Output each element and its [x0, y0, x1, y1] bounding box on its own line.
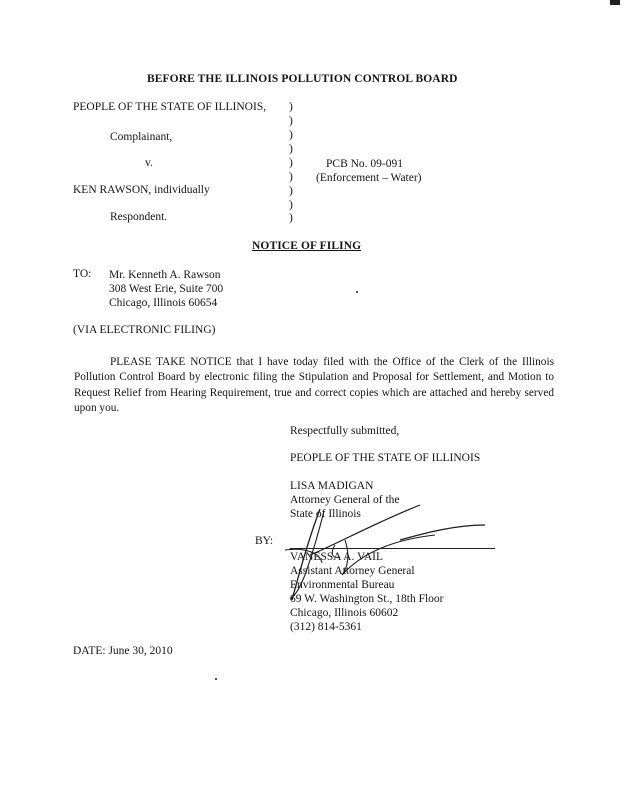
- addressee-city: Chicago, Illinois 60654: [109, 297, 218, 309]
- court-title: BEFORE THE ILLINOIS POLLUTION CONTROL BOARD: [147, 73, 458, 85]
- caption-paren: ): [289, 212, 293, 224]
- by-label: BY:: [255, 535, 274, 547]
- caption-paren: ): [289, 143, 293, 155]
- addressee-block: [109, 268, 223, 310]
- caption-paren: ): [289, 115, 293, 127]
- ag-title-line-2: State of Illinois: [290, 508, 361, 520]
- city-address: Chicago, Illinois 60602: [290, 607, 399, 619]
- caption-paren: ): [289, 199, 293, 211]
- caption-paren: ): [289, 129, 293, 141]
- caption-paren: ): [289, 157, 293, 169]
- street-address: 69 W. Washington St., 18th Floor: [290, 593, 444, 605]
- attorney-name: VANESSA A. VAIL: [290, 551, 383, 563]
- case-type: (Enforcement – Water): [316, 172, 422, 184]
- speck: [356, 291, 358, 293]
- addressee-name: Mr. Kenneth A. Rawson: [109, 269, 221, 281]
- plaintiff-name: PEOPLE OF THE STATE OF ILLINOIS,: [73, 101, 267, 113]
- respondent-label: Respondent.: [110, 211, 168, 223]
- caption-paren: ): [289, 185, 293, 197]
- to-label: TO:: [73, 268, 92, 280]
- closing: Respectfully submitted,: [290, 425, 400, 437]
- party-name: PEOPLE OF THE STATE OF ILLINOIS: [290, 452, 481, 464]
- ag-title-line-1: Attorney General of the: [290, 494, 400, 506]
- phone-number: (312) 814-5361: [290, 621, 362, 633]
- delivery-method: (VIA ELECTRONIC FILING): [73, 324, 216, 336]
- caption-paren: ): [289, 171, 293, 183]
- ag-name: LISA MADIGAN: [290, 480, 374, 492]
- versus-label: v.: [145, 157, 153, 169]
- attorney-title: Assistant Attorney General: [290, 565, 415, 577]
- notice-heading: NOTICE OF FILING: [252, 240, 362, 252]
- notice-body: PLEASE TAKE NOTICE that I have today filed with the Office of the Clerk of the Illinois Pollution Control Board by electronic filing the Stipulation and Proposal for Settlement, and Motion to Request Relief from Hearing Requirement, true and correct copies which are attached and hereby served upon you.: [74, 356, 554, 414]
- complainant-label: Complainant,: [110, 131, 173, 143]
- addressee-street: 308 West Erie, Suite 700: [109, 283, 224, 295]
- case-number: PCB No. 09-091: [326, 158, 403, 170]
- handwritten-signature: [250, 495, 500, 605]
- scan-mark: [610, 0, 620, 5]
- defendant-name: KEN RAWSON, individually: [73, 184, 210, 196]
- filing-date: DATE: June 30, 2010: [73, 645, 173, 657]
- speck: [215, 678, 217, 680]
- bureau-name: Environmental Bureau: [290, 579, 395, 591]
- caption-paren: ): [289, 101, 293, 113]
